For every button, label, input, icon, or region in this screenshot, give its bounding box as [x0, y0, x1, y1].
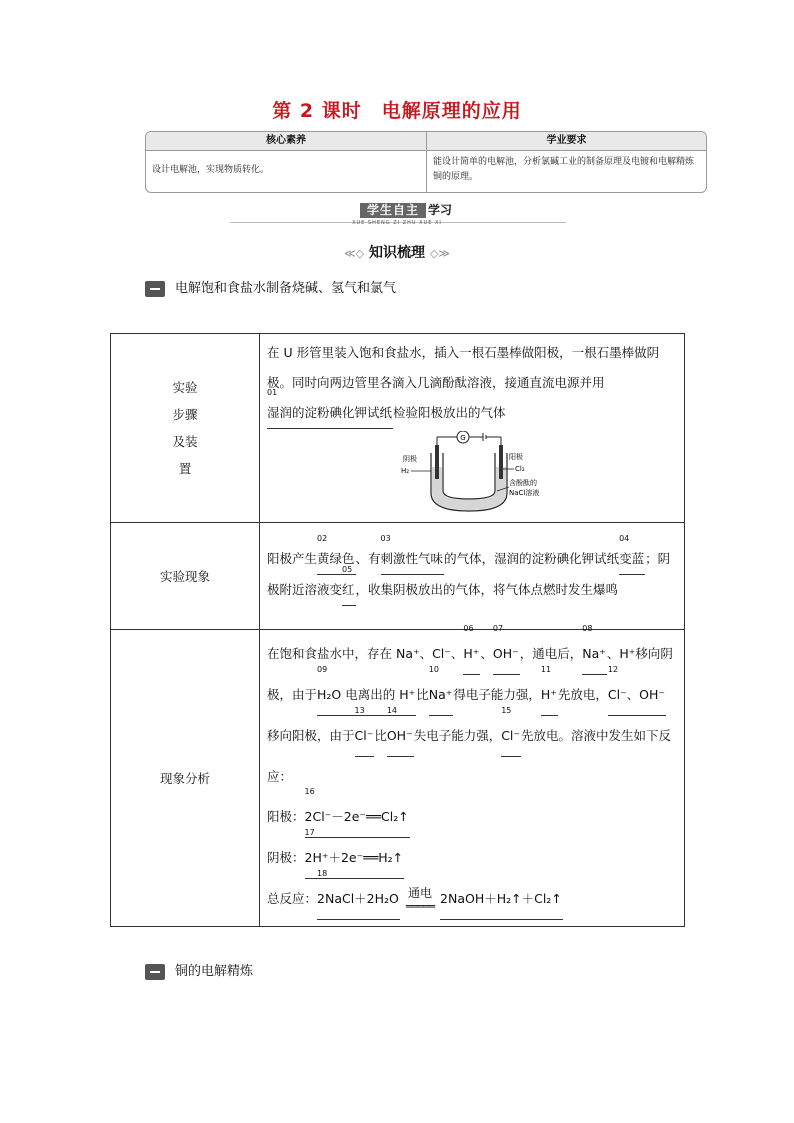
row-label-phenomena: 实验现象 — [111, 523, 260, 630]
answer-blank: 08 Na⁺ — [582, 634, 607, 675]
answer-blank: 05 红 — [342, 575, 356, 606]
answer-blank: 13 Cl⁻ — [355, 716, 375, 757]
table-row — [111, 630, 685, 927]
learning-goals-table — [145, 131, 707, 193]
answer-blank: 14 OH⁻ — [387, 716, 414, 757]
banner-pinyin: XUE SHENG ZI ZHU XUE XI — [352, 220, 442, 226]
answer-blank: 17 2H⁺＋2e⁻══H₂↑ — [305, 838, 405, 879]
solution-label-1: 含酚酞的 — [508, 479, 537, 487]
section-title — [0, 242, 794, 262]
heading-marker-icon — [145, 964, 165, 980]
heading-marker-icon — [145, 281, 165, 297]
banner-box-text: 学生自主 — [360, 203, 426, 218]
answer-blank: 07 OH⁻ — [493, 634, 520, 675]
academic-requirement-column — [427, 132, 706, 192]
deco-left: ≪◇ — [344, 247, 365, 260]
row-label-steps: 实验 步骤 及装 置 — [111, 334, 260, 523]
anode-label: 阳极 — [508, 453, 523, 461]
cl2-label: Cl₂ — [514, 465, 525, 473]
self-study-banner — [360, 203, 460, 219]
page-title: 第 2 课时 电解原理的应用 — [272, 100, 522, 122]
cathode-label: 阴极 — [402, 455, 417, 463]
core-literacy-text: 设计电解池，实现物质转化。 — [152, 165, 270, 175]
deco-right: ◇≫ — [429, 247, 450, 260]
answer-blank-cont: 2NaOH＋H₂↑＋Cl₂↑ — [440, 879, 563, 920]
row-content-phenomena: 阳极产生 02 黄绿色、有 03 刺激性气味的气体，湿润的淀粉碘化钾试纸 04 变蓝；阴极附近溶液变 05 红，收集阴极放出的气体，将气体点燃时发生爆鸣 — [260, 523, 685, 630]
answer-blank: 01 湿润的淀粉碘化钾试纸 — [267, 398, 393, 429]
answer-blank: 10 Na⁺ — [429, 675, 454, 716]
h2-label: H₂ — [400, 467, 409, 475]
row-content-steps: 在 U 形管里装入饱和食盐水，插入一根石墨棒做阳极，一根石墨棒做阴极。同时向两边管里各滴入几滴酚酞溶液，接通直流电源并用 01 湿润的淀粉碘化钾试纸检验阳极放出的气体 G 阴极 H₂ 阳极 Cl₂ 含酚酞的 NaCl溶液 — [260, 334, 685, 523]
u-tube-apparatus-diagram — [397, 431, 547, 515]
galvanometer-label: G — [459, 434, 466, 442]
answer-blank: 03 刺激性气味 — [381, 544, 445, 575]
solution-label-2: NaCl溶液 — [508, 489, 539, 497]
banner-text: 学习 — [428, 203, 453, 217]
core-literacy-column — [146, 132, 427, 192]
academic-requirement-text: 能设计简单的电解池，分析氯碱工业的制备原理及电镀和电解精炼铜的原理。 — [433, 157, 695, 182]
answer-blank: 09 H₂O 电离出的 H⁺ — [317, 675, 416, 716]
answer-blank: 15 Cl⁻ — [501, 716, 521, 757]
table-row — [111, 523, 685, 630]
row-label-analysis: 现象分析 — [111, 630, 260, 927]
answer-blank: 04 变蓝 — [619, 544, 645, 575]
answer-blank: 06 H⁺ — [463, 634, 480, 675]
row-content-analysis: 在饱和食盐水中，存在 Na⁺、Cl⁻、 06 H⁺、 07 OH⁻，通电后， 08 Na⁺、H⁺移向阴极，由于 09 H₂O 电离出的 H⁺比 10 Na⁺得电子能力强， 11 H⁺先放电， 12 Cl⁻、OH⁻移向阳极，由于 13 Cl⁻比 14 OH⁻失电子能力强， 15 Cl⁻先放电。溶液中发生如下反应： 阳极： 16 2Cl⁻－2e⁻══Cl₂↑ 阴极： 17 2H⁺＋2e⁻══H₂↑ 总反应： 18 2NaCl＋2H₂O 通电 ═════ 2NaOH＋H₂↑＋Cl₂↑ — [260, 630, 685, 927]
reaction-condition: 通电 ═════ — [405, 885, 435, 913]
table-row — [111, 334, 685, 523]
answer-blank: 11 H⁺ — [541, 675, 558, 716]
answer-blank: 12 Cl⁻、OH⁻ — [608, 675, 666, 716]
electrolysis-table — [110, 333, 685, 927]
academic-requirement-header: 学业要求 — [427, 132, 706, 151]
answer-blank: 02 黄绿色 — [317, 544, 356, 575]
core-literacy-header: 核心素养 — [146, 132, 426, 151]
answer-blank: 16 2Cl⁻－2e⁻══Cl₂↑ — [305, 797, 410, 838]
answer-blank: 18 2NaCl＋2H₂O — [317, 879, 400, 920]
heading-two-text: 铜的电解精炼 — [175, 964, 254, 979]
section-title-text: 知识梳理 — [369, 245, 425, 261]
heading-one-text: 电解饱和食盐水制备烧碱、氢气和氯气 — [175, 281, 397, 296]
